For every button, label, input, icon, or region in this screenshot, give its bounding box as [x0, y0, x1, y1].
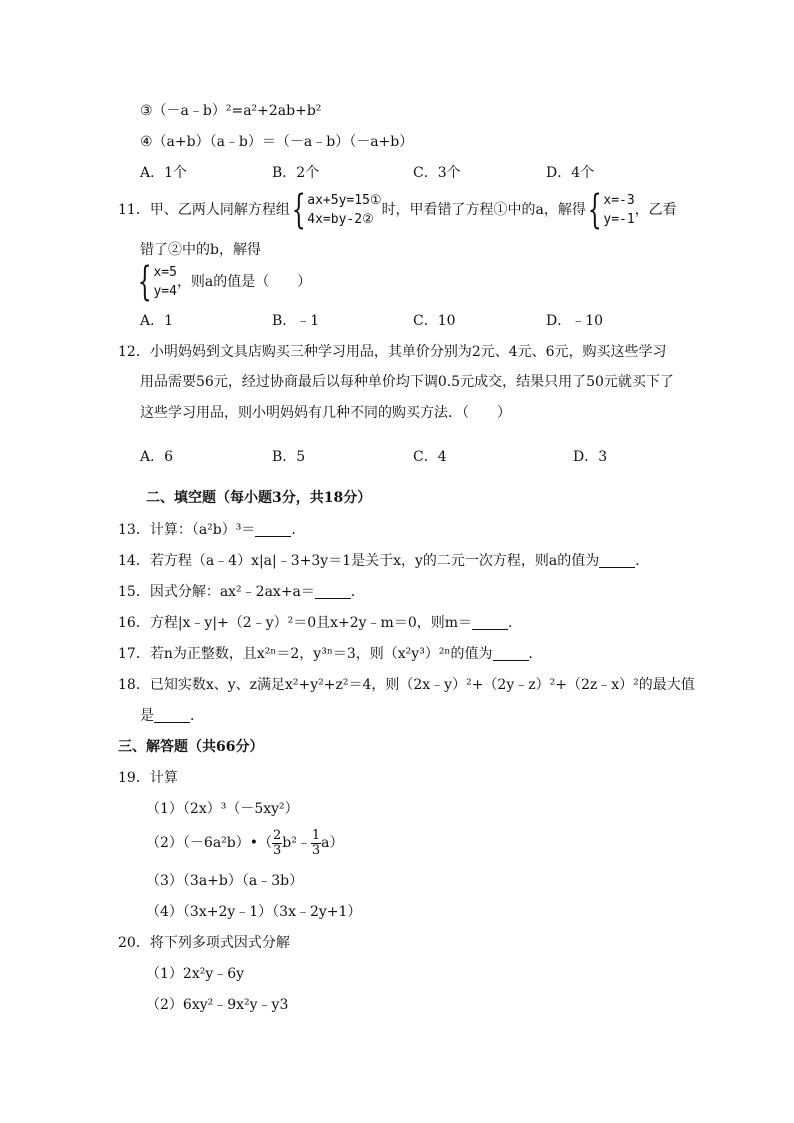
q10-item-4: ④（a+b）（a﹣b）＝（－a﹣b）（－a+b） [140, 134, 414, 150]
q10-option-a: A．1个 [140, 165, 188, 181]
q18-line-2: 是 ． [140, 708, 204, 724]
q19-part-1: （1）（2x）³（－5xy²） [146, 801, 299, 817]
q12-option-b: B．5 [272, 449, 306, 465]
q11-sol-b-y: y=4 [153, 284, 177, 299]
q16-answer-blank [472, 615, 508, 630]
q11-pre: 11．甲、乙两人同解方程组 [118, 202, 290, 218]
q12-option-d: D．3 [573, 449, 608, 465]
q11-eq-2: 4x=by-2② [307, 212, 374, 227]
section-2-heading: 二、填空题（每小题3分，共18分） [146, 490, 372, 506]
q13-answer-blank [255, 522, 291, 537]
q14-answer-blank [599, 553, 635, 568]
q18-line-1: 18．已知实数x、y、z满足x²+y²+z²＝4，则（2x﹣y）²+（2y﹣z）²+（2z﹣x）²的最大值 [118, 677, 695, 693]
q11-sol-b-x: x=5 [153, 265, 177, 280]
q13: 13．计算：（a²b）³＝ ． [118, 522, 306, 538]
q19-part-3: （3）（3a+b）（a﹣3b） [146, 873, 304, 889]
q11-solution-a: { x=-3 y=-1 [587, 187, 635, 233]
q11-mid: 时，甲看错了方程①中的a，解得 [381, 202, 586, 218]
q11-line-2: 错了②中的b，解得 [140, 242, 261, 258]
q11-line-1 [118, 187, 677, 233]
q14: 14．若方程（a﹣4）x|a|﹣3+3y＝1是关于x，y的二元一次方程，则a的值为 ． [118, 553, 650, 569]
q15: 15．因式分解：ax²﹣2ax+a＝ ． [118, 584, 365, 600]
q10-option-c: C．3个 [413, 165, 461, 181]
q19-title: 19．计算 [118, 770, 178, 786]
q12-line-3: 这些学习用品，则小明妈妈有几种不同的购买方法．（ ） [140, 405, 511, 421]
q18-answer-blank [154, 708, 190, 723]
q11-equation-system: { ax+5y=15① 4x=by-2② [291, 187, 382, 233]
q11-option-c: C．10 [413, 313, 456, 329]
q10-option-d: D．4个 [546, 165, 595, 181]
q11-sol-a-x: x=-3 [603, 193, 635, 208]
q19-part-4: （4）（3x+2y﹣1）（3x﹣2y+1） [146, 904, 362, 920]
q20-part-2: （2）6xy²﹣9x²y﹣y3 [146, 997, 289, 1013]
q12-line-2: 用品需要56元，经过协商最后以每种单价均下调0.5元成交，结果只用了50元就买下了 [140, 374, 674, 390]
q20-part-1: （1）2x²y﹣6y [146, 966, 245, 982]
q15-answer-blank [315, 584, 351, 599]
q11-post: ，乙看 [634, 202, 677, 218]
q19-fraction-two-thirds: $\frac{2}{3}$ [273, 827, 282, 858]
q19-fraction-one-third: $\frac{1}{3}$ [311, 827, 321, 858]
section-3-heading: 三、解答题（共66分） [118, 739, 264, 755]
q11-question: ，则a的值是（ ） [176, 274, 312, 290]
q16: 16．方程|x﹣y|+（2﹣y）²＝0且x+2y﹣m＝0，则m＝ ． [118, 615, 523, 631]
q12-option-a: A．6 [140, 449, 174, 465]
q20-title: 20．将下列多项式因式分解 [118, 935, 290, 951]
q11-eq-1: ax+5y=15① [307, 193, 382, 208]
q12-line-1: 12．小明妈妈到文具店购买三种学习用品，其单价分别为2元、4元、6元，购买这些学习 [118, 344, 667, 360]
q10-item-3: ③（－a﹣b）²=a²+2ab+b² [140, 103, 322, 119]
q11-line-3 [136, 259, 312, 305]
q17: 17．若n为正整数，且x²ⁿ＝2，y³ⁿ＝3，则（x²y³）²ⁿ的值为 ． [118, 646, 543, 662]
q17-answer-blank [493, 646, 529, 661]
q12-option-c: C．4 [413, 449, 447, 465]
q11-sol-a-y: y=-1 [603, 212, 635, 227]
q19-part-2: （2）（－6a²b）•（ $\frac{2}{3}$ b²﹣ $\frac{1}{3}$ a） [146, 827, 344, 858]
q10-option-b: B．2个 [272, 165, 320, 181]
q11-solution-b: { x=5 y=4 [137, 259, 177, 305]
q11-option-a: A．1 [140, 313, 174, 329]
q11-option-d: D．﹣10 [546, 313, 604, 329]
q11-option-b: B．﹣1 [272, 313, 320, 329]
